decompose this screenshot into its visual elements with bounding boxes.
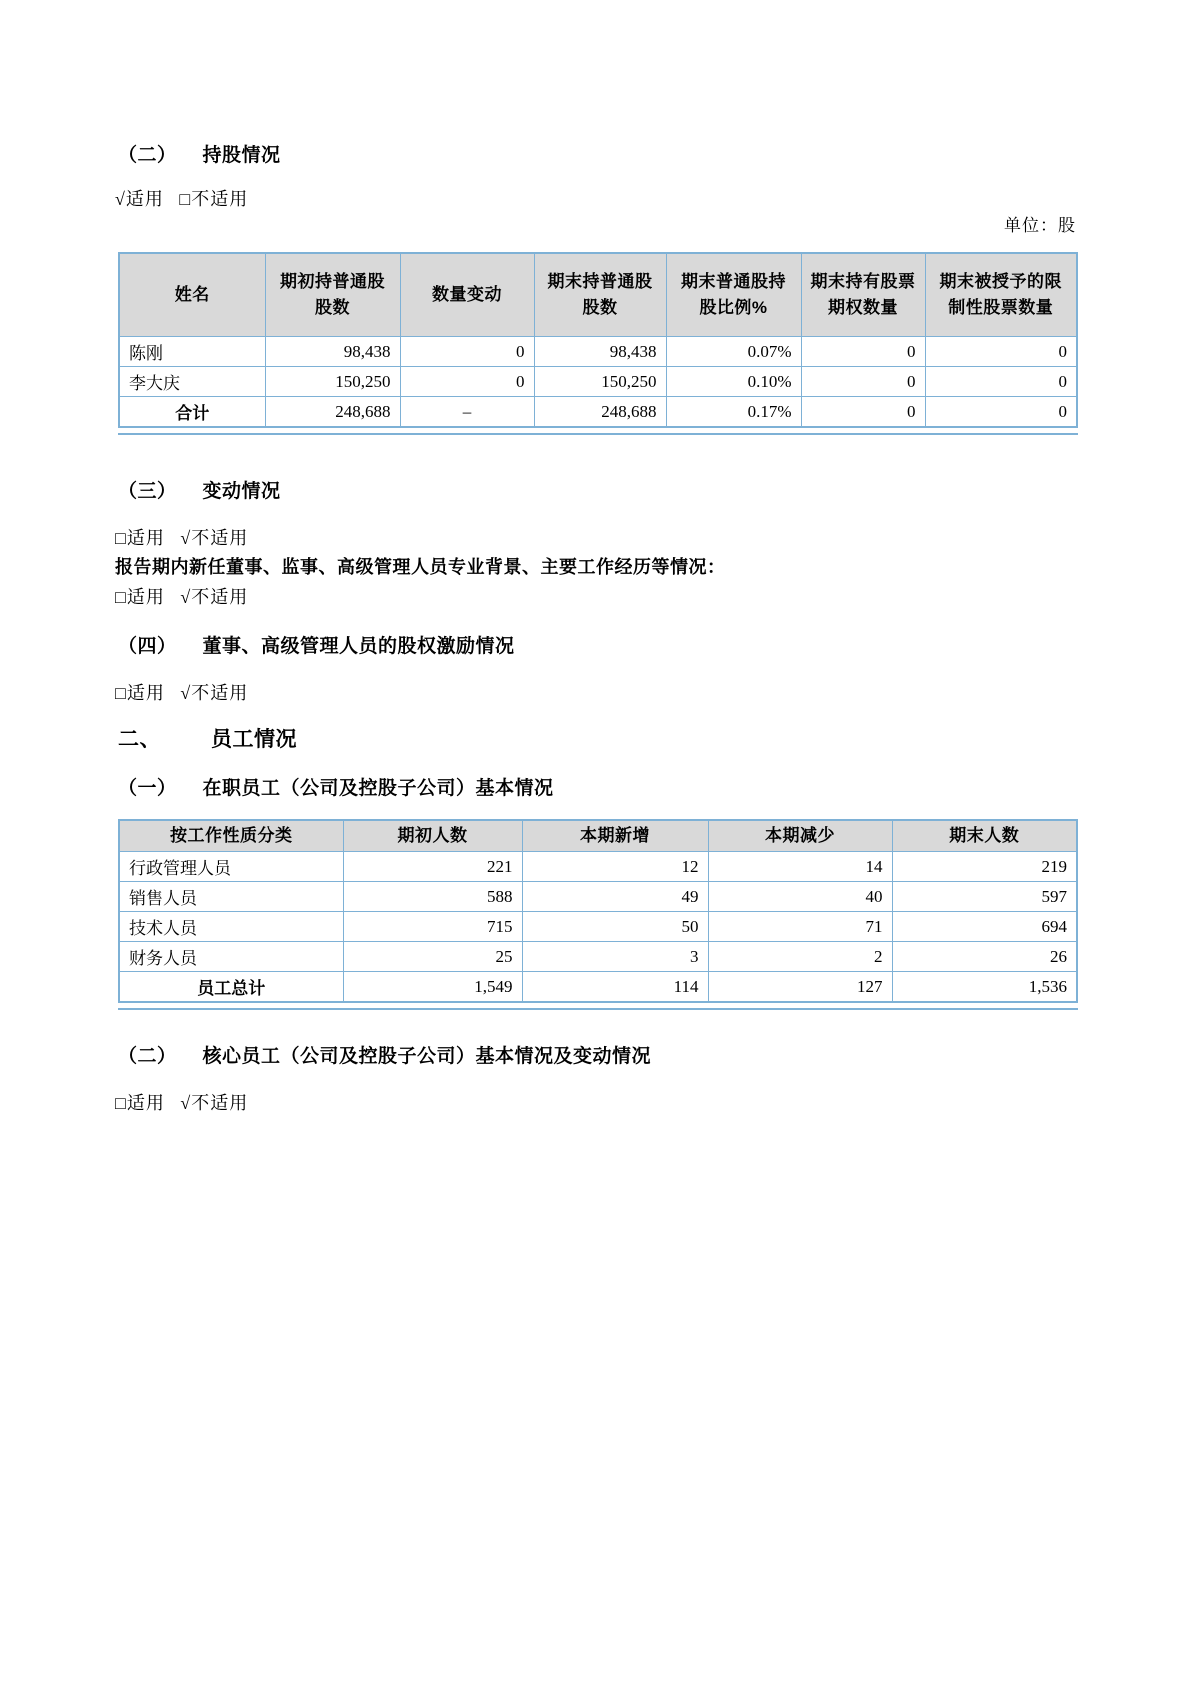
cell-options: 0 [801,337,925,367]
cell-begin-count: 25 [343,942,522,972]
employee-table-wrapper [118,819,1078,1010]
applicability-line-new-officers: □适用 √不适用 [115,587,249,607]
section-title: 在职员工（公司及控股子公司）基本情况 [202,778,554,799]
section-title: 董事、高级管理人员的股权激励情况 [202,636,515,657]
section-number: （四） [118,636,177,657]
table-row-sales [119,882,1077,912]
cell-end-count: 597 [892,882,1077,912]
cell-change: 0 [400,337,534,367]
cell-begin-shares: 150,250 [265,367,400,397]
table-row-finance [119,942,1077,972]
column-header-options: 期末持有股票期权数量 [801,253,925,337]
cell-total-label: 合计 [119,397,265,428]
section-heading-core-employees [118,1041,651,1068]
section-title: 持股情况 [202,145,281,166]
cell-added: 3 [522,942,708,972]
cell-end-count: 219 [892,852,1077,882]
section-heading-shareholding [118,140,281,167]
cell-name: 陈刚 [119,337,265,367]
cell-options: 0 [801,397,925,428]
column-header-reduced: 本期减少 [708,820,892,852]
cell-reduced: 40 [708,882,892,912]
cell-name: 李大庆 [119,367,265,397]
new-officers-note: 报告期内新任董事、监事、高级管理人员专业背景、主要工作经历等情况： [115,557,726,577]
section-heading-equity-incentive [118,631,515,658]
cell-category: 财务人员 [119,942,343,972]
table-row-technical [119,912,1077,942]
column-header-category: 按工作性质分类 [119,820,343,852]
cell-total-label: 员工总计 [119,972,343,1003]
column-header-added: 本期新增 [522,820,708,852]
table-row-admin [119,852,1077,882]
section-heading-changes [118,476,281,503]
cell-category: 销售人员 [119,882,343,912]
column-header-change: 数量变动 [400,253,534,337]
table-row-employee-total [119,972,1077,1003]
cell-change: 0 [400,367,534,397]
section-number: 二、 [118,728,161,751]
shareholding-table [118,252,1078,428]
table-row-li-daqing [119,367,1077,397]
cell-begin-shares: 98,438 [265,337,400,367]
cell-begin-count: 1,549 [343,972,522,1003]
column-header-restricted: 期末被授予的限制性股票数量 [925,253,1077,337]
cell-reduced: 2 [708,942,892,972]
cell-reduced: 71 [708,912,892,942]
cell-end-ratio: 0.17% [666,397,801,428]
cell-reduced: 127 [708,972,892,1003]
shareholding-table-wrapper [118,252,1078,435]
cell-category: 行政管理人员 [119,852,343,882]
cell-begin-shares: 248,688 [265,397,400,428]
employee-header-row [119,820,1077,852]
cell-end-ratio: 0.07% [666,337,801,367]
table-row-chen-gang [119,337,1077,367]
column-header-end-shares: 期末持普通股股数 [534,253,666,337]
cell-category: 技术人员 [119,912,343,942]
cell-end-shares: 248,688 [534,397,666,428]
applicability-line-shareholding: √适用 □不适用 [115,189,249,209]
unit-label: 单位：股 [1004,216,1076,235]
cell-end-count: 694 [892,912,1077,942]
cell-restricted: 0 [925,397,1077,428]
cell-begin-count: 715 [343,912,522,942]
applicability-line-core-employees: □适用 √不适用 [115,1093,249,1113]
cell-added: 49 [522,882,708,912]
cell-end-count: 26 [892,942,1077,972]
column-header-end-ratio: 期末普通股持股比例% [666,253,801,337]
column-header-begin-count: 期初人数 [343,820,522,852]
cell-restricted: 0 [925,337,1077,367]
section-number: （一） [118,778,177,799]
column-header-begin-shares: 期初持普通股股数 [265,253,400,337]
applicability-line-changes: □适用 √不适用 [115,528,249,548]
cell-end-shares: 98,438 [534,337,666,367]
cell-begin-count: 221 [343,852,522,882]
section-title: 核心员工（公司及控股子公司）基本情况及变动情况 [202,1046,652,1067]
cell-added: 114 [522,972,708,1003]
section-number: （二） [118,145,177,166]
section-title: 员工情况 [211,728,297,751]
section-heading-employees [118,723,297,753]
applicability-line-equity-incentive: □适用 √不适用 [115,683,249,703]
section-number: （三） [118,481,177,502]
cell-added: 50 [522,912,708,942]
section-heading-employees-basic [118,773,554,800]
section-number: （二） [118,1046,177,1067]
cell-added: 12 [522,852,708,882]
cell-reduced: 14 [708,852,892,882]
shareholding-header-row [119,253,1077,337]
section-title: 变动情况 [202,481,281,502]
table-row-total [119,397,1077,428]
cell-restricted: 0 [925,367,1077,397]
cell-options: 0 [801,367,925,397]
cell-end-shares: 150,250 [534,367,666,397]
column-header-name: 姓名 [119,253,265,337]
employee-table [118,819,1078,1003]
cell-change: – [400,397,534,428]
cell-begin-count: 588 [343,882,522,912]
cell-end-ratio: 0.10% [666,367,801,397]
cell-end-count: 1,536 [892,972,1077,1003]
column-header-end-count: 期末人数 [892,820,1077,852]
